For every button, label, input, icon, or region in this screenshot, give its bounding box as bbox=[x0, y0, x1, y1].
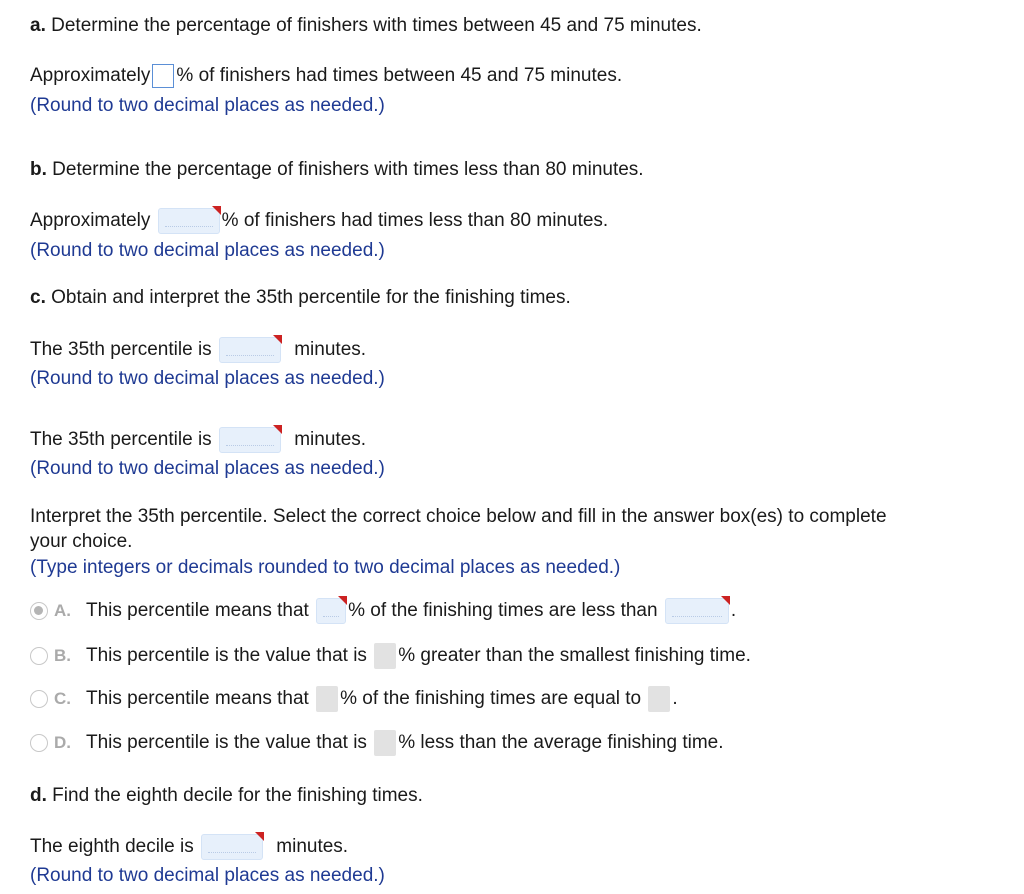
answer-d-input[interactable] bbox=[201, 834, 263, 860]
answer-b-input[interactable] bbox=[158, 208, 220, 234]
answer-d-prefix: The eighth decile is bbox=[30, 836, 194, 858]
incorrect-marker-icon bbox=[212, 206, 221, 215]
hint-c1: (Round to two decimal places as needed.) bbox=[30, 368, 385, 389]
choice-a-radio[interactable] bbox=[30, 602, 48, 620]
incorrect-marker-icon bbox=[273, 425, 282, 434]
interpret-hint: (Type integers or decimals rounded to two decimal places as needed.) bbox=[30, 557, 621, 578]
question-b-text: Determine the percentage of finishers with times less than 80 minutes. bbox=[52, 159, 644, 180]
answer-b-suffix: % of finishers had times less than 80 minutes. bbox=[221, 210, 609, 232]
choice-b-letter: B. bbox=[54, 646, 71, 665]
choice-d-input[interactable] bbox=[374, 730, 396, 756]
question-a-label: a. bbox=[30, 15, 46, 36]
choice-c-radio[interactable] bbox=[30, 690, 48, 708]
choice-a-letter: A. bbox=[54, 601, 71, 620]
question-d-text: Find the eighth decile for the finishing times. bbox=[52, 785, 423, 806]
answer-c1-row bbox=[30, 337, 366, 363]
choice-c-text1: This percentile means that bbox=[86, 688, 309, 709]
hint-b: (Round to two decimal places as needed.) bbox=[30, 240, 385, 261]
answer-d-row bbox=[30, 834, 348, 860]
choice-c-text2: % of the finishing times are equal to bbox=[340, 688, 642, 709]
choice-b-text1: This percentile is the value that is bbox=[86, 645, 367, 666]
choice-c-input2[interactable] bbox=[648, 686, 670, 712]
choice-a-input1[interactable] bbox=[316, 598, 346, 624]
answer-c2-prefix: The 35th percentile is bbox=[30, 429, 212, 451]
choice-c-text3: . bbox=[672, 688, 678, 709]
choice-d-text2: % less than the average finishing time. bbox=[398, 732, 724, 753]
question-d-label: d. bbox=[30, 785, 47, 806]
choice-b-text2: % greater than the smallest finishing time. bbox=[398, 645, 751, 666]
answer-c1-suffix: minutes. bbox=[294, 339, 367, 361]
choice-a-input2[interactable] bbox=[665, 598, 729, 624]
hint-d: (Round to two decimal places as needed.) bbox=[30, 865, 385, 886]
interpret-instructions-line2: your choice. bbox=[30, 531, 133, 552]
question-c bbox=[30, 286, 571, 310]
incorrect-marker-icon bbox=[273, 335, 282, 344]
answer-a-suffix: % of finishers had times between 45 and 75 minutes. bbox=[176, 65, 623, 87]
choice-d[interactable] bbox=[30, 730, 724, 756]
choice-a[interactable] bbox=[30, 598, 736, 624]
choice-c-input1[interactable] bbox=[316, 686, 338, 712]
question-b bbox=[30, 158, 644, 182]
answer-c1-prefix: The 35th percentile is bbox=[30, 339, 212, 361]
answer-d-suffix: minutes. bbox=[276, 836, 349, 858]
answer-c2-row bbox=[30, 427, 366, 453]
choice-d-radio[interactable] bbox=[30, 734, 48, 752]
choice-a-text2: % of the finishing times are less than bbox=[348, 600, 658, 621]
choice-a-text3: . bbox=[730, 600, 737, 621]
question-b-label: b. bbox=[30, 159, 47, 180]
choice-a-text1: This percentile means that bbox=[86, 600, 309, 621]
answer-a-input[interactable] bbox=[152, 64, 174, 88]
answer-a-row bbox=[30, 64, 622, 88]
answer-c2-suffix: minutes. bbox=[294, 429, 367, 451]
question-c-text: Obtain and interpret the 35th percentile for the finishing times. bbox=[51, 287, 571, 308]
question-c-label: c. bbox=[30, 287, 46, 308]
incorrect-marker-icon bbox=[255, 832, 264, 841]
question-a bbox=[30, 14, 702, 38]
hint-a: (Round to two decimal places as needed.) bbox=[30, 95, 385, 116]
hint-c2: (Round to two decimal places as needed.) bbox=[30, 458, 385, 479]
choice-b[interactable] bbox=[30, 643, 751, 669]
interpret-instructions-line1: Interpret the 35th percentile. Select the correct choice below and fill in the answer box(es) to complete bbox=[30, 506, 887, 527]
choice-d-text1: This percentile is the value that is bbox=[86, 732, 367, 753]
choice-b-input[interactable] bbox=[374, 643, 396, 669]
choice-b-radio[interactable] bbox=[30, 647, 48, 665]
incorrect-marker-icon bbox=[338, 596, 347, 605]
choice-c[interactable] bbox=[30, 686, 678, 712]
answer-b-prefix: Approximately bbox=[30, 210, 151, 232]
answer-b-row bbox=[30, 208, 608, 234]
choice-c-letter: C. bbox=[54, 689, 71, 708]
question-d bbox=[30, 784, 423, 808]
choice-d-letter: D. bbox=[54, 733, 71, 752]
question-a-text: Determine the percentage of finishers with times between 45 and 75 minutes. bbox=[51, 15, 702, 36]
incorrect-marker-icon bbox=[721, 596, 730, 605]
answer-c2-input[interactable] bbox=[219, 427, 281, 453]
answer-a-prefix: Approximately bbox=[30, 65, 151, 87]
answer-c1-input[interactable] bbox=[219, 337, 281, 363]
